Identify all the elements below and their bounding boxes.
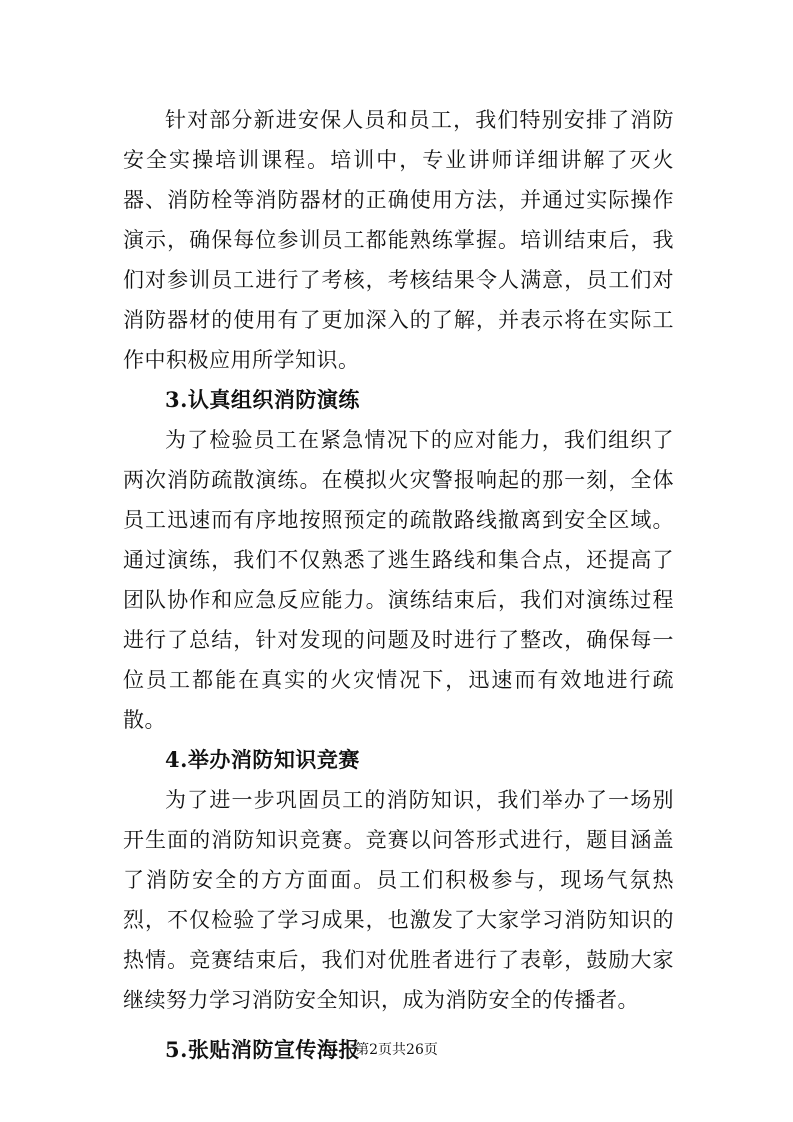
section-heading: 3.认真组织消防演练 (165, 387, 360, 412)
section-heading: 5.张贴消防宣传海报 (165, 1037, 360, 1062)
paragraph: 为了进一步巩固员工的消防知识，我们举办了一场别开生面的消防知识竞赛。竞赛以问答形式进行，题目涵盖了消防安全的方方面面。员工们积极参与，现场气氛热烈，不仅检验了学习成果，也激发了大家学习消防知识的热情。竞赛结束后，我们对优胜者进行了表彰，鼓励大家继续努力学习消防安全知识，成为消防安全的传播者。 (123, 788, 674, 1012)
paragraph: 针对部分新进安保人员和员工，我们特别安排了消防安全实操培训课程。培训中，专业讲师详细讲解了灭火器、消防栓等消防器材的正确使用方法，并通过实际操作演示，确保每位参训员工都能熟练掌握。培训结束后，我们对参训员工进行了考核，考核结果令人满意，员工们对消防器材的使用有了更加深入的了解，并表示将在实际工作中积极应用所学知识。 (123, 108, 674, 372)
paragraph: 为了检验员工在紧急情况下的应对能力，我们组织了两次消防疏散演练。在模拟火灾警报响起的那一刻，全体员工迅速而有序地按照预定的疏散路线撤离到安全区域。通过演练，我们不仅熟悉了逃生路线和集合点，还提高了团队协作和应急反应能力。演练结束后，我们对演练过程进行了总结，针对发现的问题及时进行了整改，确保每一位员工都能在真实的火灾情况下，迅速而有效地进行疏散。 (123, 428, 674, 732)
page-number: 第2页共26页 (355, 1042, 438, 1058)
section-heading: 4.举办消防知识竞赛 (165, 747, 360, 772)
document-body (123, 100, 674, 1070)
